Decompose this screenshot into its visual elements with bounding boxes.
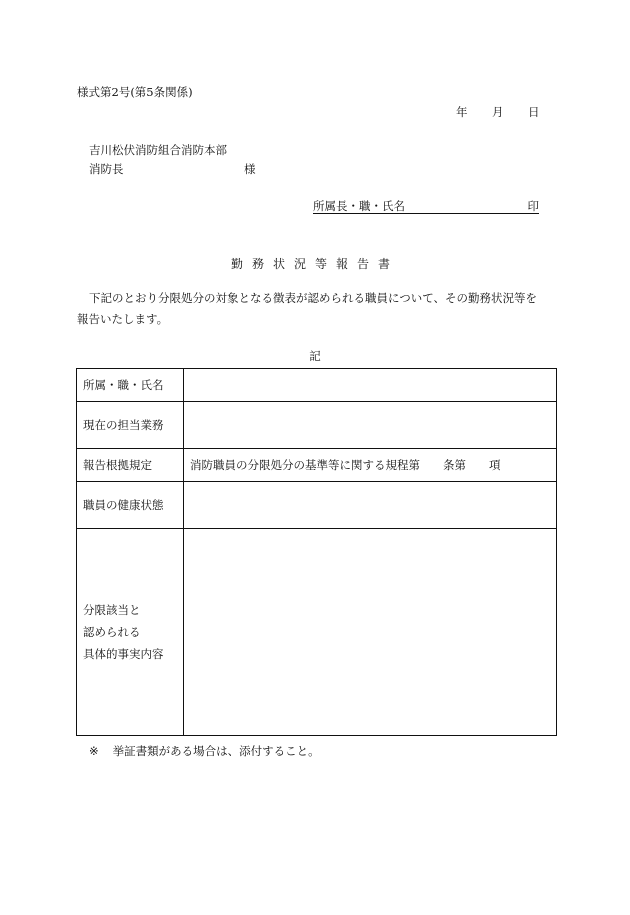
- row-label-current-duties: 現在の担当業務: [77, 402, 184, 449]
- table-row: [77, 369, 557, 402]
- row-value-affiliation[interactable]: [184, 369, 557, 402]
- row-label-health-status: 職員の健康状態: [77, 482, 184, 529]
- recipient-organization: 吉川松伏消防組合消防本部: [89, 143, 227, 157]
- reporter-label: 所属長・職・氏名: [313, 199, 405, 213]
- report-form-table: [76, 368, 557, 736]
- footnote-mark: ※: [89, 744, 99, 758]
- form-number: 様式第2号(第5条関係): [77, 85, 193, 99]
- row-label-line: 認められる: [83, 625, 141, 639]
- table-row: [77, 529, 557, 736]
- document-title: 勤務状況等報告書: [230, 257, 399, 271]
- row-label-line: 分限該当と: [83, 603, 141, 617]
- table-row: [77, 402, 557, 449]
- recipient-title: 消防長: [89, 162, 124, 176]
- row-label-affiliation: 所属・職・氏名: [77, 369, 184, 402]
- intro-text-line-1: 下記のとおり分限処分の対象となる徴表が認められる職員について、その勤務状況等を: [89, 291, 538, 305]
- row-label-specific-facts: [77, 529, 184, 736]
- table-row: [77, 482, 557, 529]
- intro-text-line-2: 報告いたします。: [77, 312, 169, 326]
- date-month-label: 月: [492, 105, 504, 119]
- table-row: [77, 449, 557, 482]
- seal-mark: 印: [527, 199, 539, 213]
- reporter-signature-line[interactable]: [313, 198, 539, 214]
- recipient-honorific: 様: [244, 162, 256, 176]
- row-value-health-status[interactable]: [184, 482, 557, 529]
- row-label-line: 具体的事実内容: [83, 647, 164, 661]
- date-year-label: 年: [456, 105, 468, 119]
- footnote: [89, 743, 320, 759]
- row-label-report-basis: 報告根拠規定: [77, 449, 184, 482]
- ki-heading: 記: [309, 349, 321, 363]
- row-value-report-basis[interactable]: 消防職員の分限処分の基準等に関する規程第 条第 項: [184, 449, 557, 482]
- row-value-specific-facts[interactable]: [184, 529, 557, 736]
- row-value-current-duties[interactable]: [184, 402, 557, 449]
- footnote-text: 挙証書類がある場合は、添付すること。: [112, 744, 320, 758]
- date-day-label: 日: [528, 105, 540, 119]
